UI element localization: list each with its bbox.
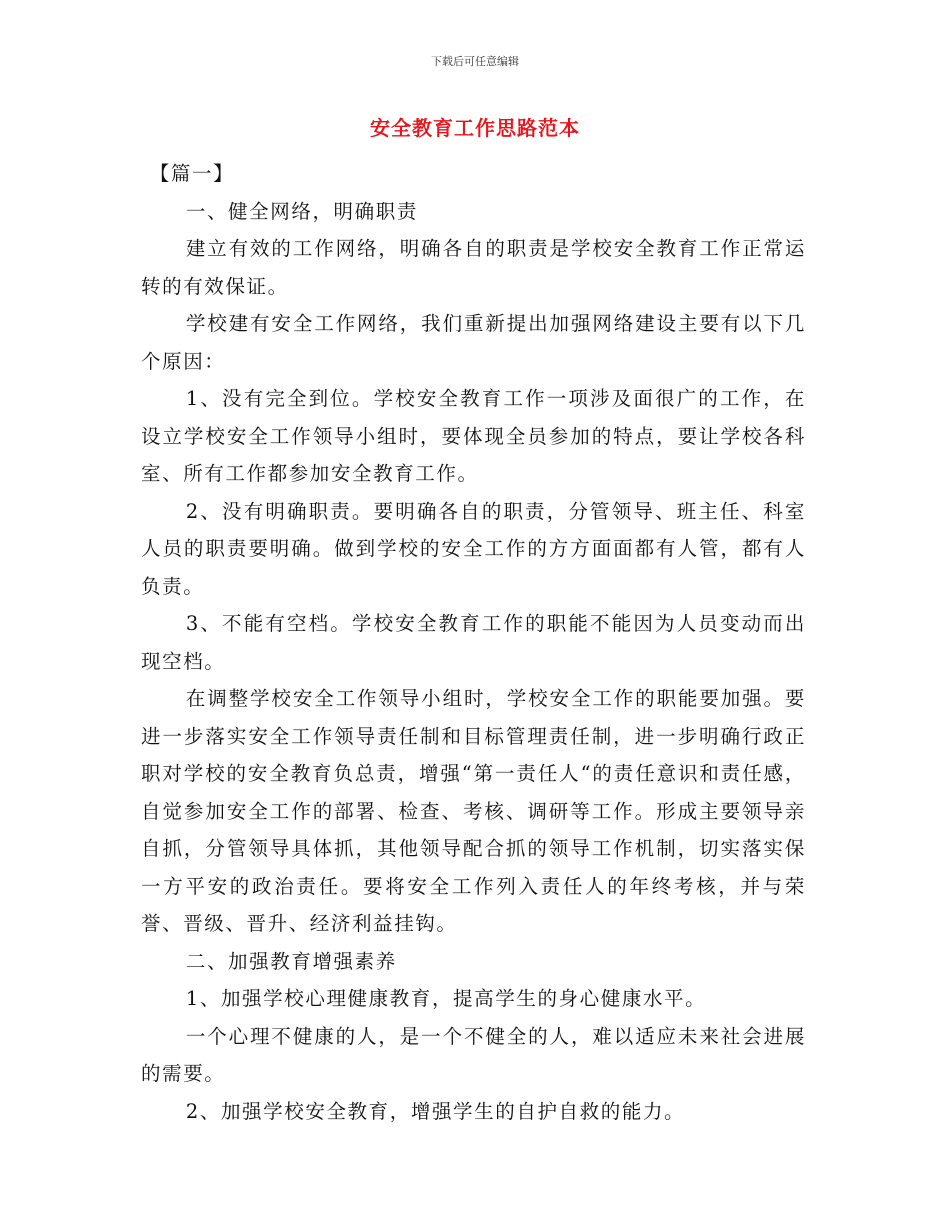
section-heading: 一、健全网络，明确职责 bbox=[185, 199, 418, 223]
section-heading: 二、加强教育增强素养 bbox=[185, 949, 397, 973]
page-header-note: 下载后可任意编辑 bbox=[431, 55, 519, 68]
paragraph: 在调整学校安全工作领导小组时，学校安全工作的职能要加强。要进一步落实安全工作领导责任制和目标管理责任制，进一步明确行政正职对学校的安全教育负总责，增强“第一责任人“的责任意识和责任感，自觉参加安全工作的部署、检查、考核、调研等工作。形成主要领导亲自抓，分管领导具体抓，其他领导配合抓的领导工作机制，切实落实保一方平安的政治责任。要将安全工作列入责任人的年终考核，并与荣誉、晋级、晋升、经济利益挂钩。 bbox=[141, 687, 806, 935]
document-body bbox=[141, 155, 806, 1130]
list-paragraph: 1、加强学校心理健康教育，提高学生的身心健康水平。 bbox=[185, 987, 707, 1010]
document-title: 安全教育工作思路范本 bbox=[370, 116, 580, 140]
list-paragraph: 3、不能有空档。学校安全教育工作的职能不能因为人员变动而出现空档。 bbox=[141, 612, 806, 673]
list-paragraph: 2、加强学校安全教育，增强学生的自护自救的能力。 bbox=[185, 1099, 686, 1123]
section-label: 【篇一】 bbox=[149, 162, 235, 185]
paragraph: 学校建有安全工作网络，我们重新提出加强网络建设主要有以下几个原因： bbox=[141, 312, 806, 373]
paragraph: 一个心理不健康的人，是一个不健全的人，难以适应未来社会进展的需要。 bbox=[141, 1024, 806, 1085]
list-paragraph: 1、没有完全到位。学校安全教育工作一项涉及面很广的工作，在设立学校安全工作领导小组时，要体现全员参加的特点，要让学校各科室、所有工作都参加安全教育工作。 bbox=[141, 387, 806, 485]
paragraph: 建立有效的工作网络，明确各自的职责是学校安全教育工作正常运转的有效保证。 bbox=[141, 237, 806, 298]
list-paragraph: 2、没有明确职责。要明确各自的职责，分管领导、班主任、科室人员的职责要明确。做到学校的安全工作的方方面面都有人管，都有人负责。 bbox=[141, 499, 806, 598]
